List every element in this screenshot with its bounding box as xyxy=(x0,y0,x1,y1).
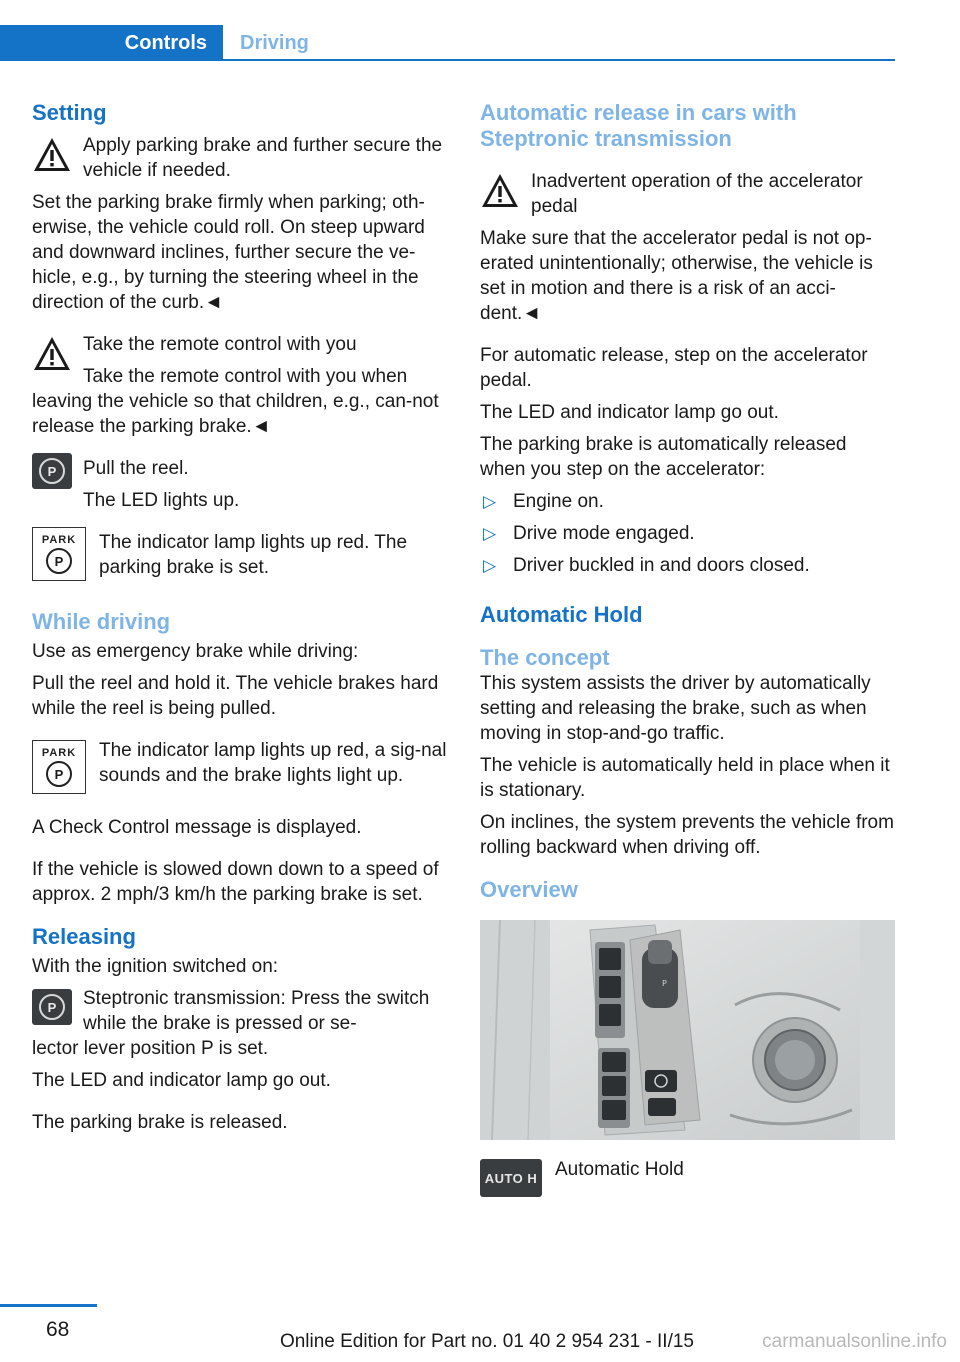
indicator-set-text: The indicator lamp lights up red. The parking brake is set. xyxy=(99,532,408,578)
setting-heading: Setting xyxy=(32,100,107,125)
released-when-text: The parking brake is automatically released when you step on the accelerator: xyxy=(480,434,847,480)
slowed-down-text: If the vehicle is slowed down down to a speed of approx. 2 mph/3 km/h the parking brake is set. xyxy=(32,859,439,905)
warning-triangle-icon xyxy=(32,136,72,173)
warning-title-remote: Take the remote control with you xyxy=(83,334,357,355)
indicator-signal-row xyxy=(32,738,447,808)
warning-block-accelerator xyxy=(480,169,895,219)
indicator-set-row xyxy=(32,530,447,592)
list-item xyxy=(480,489,895,514)
warning-title-accelerator: Inadvertent operation of the accelerator pedal xyxy=(531,171,863,217)
warning-body-remote-rest: leaving the vehicle so that children, e.g., can‐not release the parking brake.◄ xyxy=(32,391,439,437)
indicator-signal-text: The indicator lamp lights up red, a sig‐nal sounds and the brake lights light up. xyxy=(99,740,447,786)
auto-hold-icon-text: AUTO H xyxy=(484,1170,538,1186)
parking-brake-icon: P xyxy=(32,453,72,489)
auto-release-text: For automatic release, step on the accelerator pedal. xyxy=(480,345,868,391)
list-item xyxy=(480,521,895,546)
list-item-text: Engine on. xyxy=(513,491,604,512)
auto-release-heading: Automatic release in cars with Steptronic transmission xyxy=(480,100,797,151)
header-bar xyxy=(0,25,895,61)
list-item xyxy=(480,553,895,578)
while-driving-heading: While driving xyxy=(32,609,171,634)
steptronic-row xyxy=(32,986,447,1036)
tab-driving[interactable] xyxy=(240,25,309,61)
center-console-photo xyxy=(480,920,895,1140)
steptronic-text-rest: lector lever position P is set. xyxy=(32,1038,269,1059)
concept-text-2: The vehicle is automatically held in place when it is stationary. xyxy=(480,755,890,801)
warning-body-remote-first: Take the remote control with you when xyxy=(83,366,408,387)
check-control-text: A Check Control message is displayed. xyxy=(32,817,362,838)
warning-title-secure: Apply parking brake and further secure the vehicle if needed. xyxy=(83,135,443,181)
tab-controls-label: Controls xyxy=(124,31,207,54)
warning-body-secure: Set the parking brake firmly when parking; oth‐erwise, the vehicle could roll. On steep upward and downward inclines, further secure the ve‐hicle, e.g., by turning the steering wheel in the direction of the curb.◄ xyxy=(32,192,425,313)
concept-heading: The concept xyxy=(480,645,610,670)
right-column xyxy=(480,100,895,1199)
left-column xyxy=(32,100,447,1135)
warning-body-accelerator: Make sure that the accelerator pedal is not op‐erated unintentionally; otherwise, the vehicle is set in motion and there is a risk of an acci‐dent.◄ xyxy=(480,228,873,324)
tab-controls[interactable] xyxy=(0,25,223,61)
releasing-heading: Releasing xyxy=(32,924,136,949)
steptronic-text-first: Steptronic transmission: Press the switch while the brake is pressed or se‐ xyxy=(83,988,430,1034)
footer-rule xyxy=(0,1304,97,1307)
pull-hold-text: Pull the reel and hold it. The vehicle brakes hard while the reel is being pulled. xyxy=(32,673,439,719)
led-go-out-text: The LED and indicator lamp go out. xyxy=(32,1070,331,1091)
list-item-text: Driver buckled in and doors closed. xyxy=(513,555,810,576)
release-conditions-list xyxy=(480,489,895,578)
led-go-out-text-right: The LED and indicator lamp go out. xyxy=(480,402,779,423)
center-console-illustration xyxy=(480,920,895,1140)
pull-reel-text: Pull the reel. xyxy=(83,458,189,479)
warning-block-secure xyxy=(32,133,447,183)
concept-text-3: On inclines, the system prevents the vehicle from rolling backward when driving off. xyxy=(480,812,894,858)
header-rule xyxy=(223,59,895,61)
overview-heading: Overview xyxy=(480,877,578,902)
edition-text: Online Edition for Part no. 01 40 2 954 231 - II/15 xyxy=(279,1331,694,1352)
parking-brake-icon: P xyxy=(32,989,72,1025)
led-lights-text: The LED lights up. xyxy=(83,490,240,511)
park-indicator-icon: PARK P xyxy=(32,740,86,794)
park-indicator-icon: PARK P xyxy=(32,527,86,581)
warning-triangle-icon xyxy=(480,172,520,209)
list-item-text: Drive mode engaged. xyxy=(513,523,695,544)
auto-hold-icon xyxy=(480,1159,542,1197)
released-text: The parking brake is released. xyxy=(32,1112,288,1133)
pull-reel-row xyxy=(32,456,447,513)
bullet-triangle-icon: ▷ xyxy=(483,524,497,543)
page-number: 68 xyxy=(46,1318,70,1341)
svg-text:P: P xyxy=(662,979,667,988)
auto-hold-label: Automatic Hold xyxy=(555,1159,684,1180)
bullet-triangle-icon: ▷ xyxy=(483,556,497,575)
warning-block-remote xyxy=(32,332,447,389)
ignition-on-text: With the ignition switched on: xyxy=(32,956,279,977)
concept-text-1: This system assists the driver by automatically setting and releasing the brake, such as when moving in stop-and-go traffic. xyxy=(480,673,871,744)
auto-hold-row xyxy=(480,1157,895,1199)
tab-driving-label: Driving xyxy=(240,31,309,54)
automatic-hold-heading: Automatic Hold xyxy=(480,602,643,627)
emergency-text: Use as emergency brake while driving: xyxy=(32,641,359,662)
watermark-text: carmanualsonline.info xyxy=(762,1331,947,1352)
bullet-triangle-icon: ▷ xyxy=(483,492,497,511)
warning-triangle-icon xyxy=(32,335,72,372)
park-icon-text: PARK xyxy=(41,747,77,759)
park-icon-text: PARK xyxy=(41,534,77,546)
